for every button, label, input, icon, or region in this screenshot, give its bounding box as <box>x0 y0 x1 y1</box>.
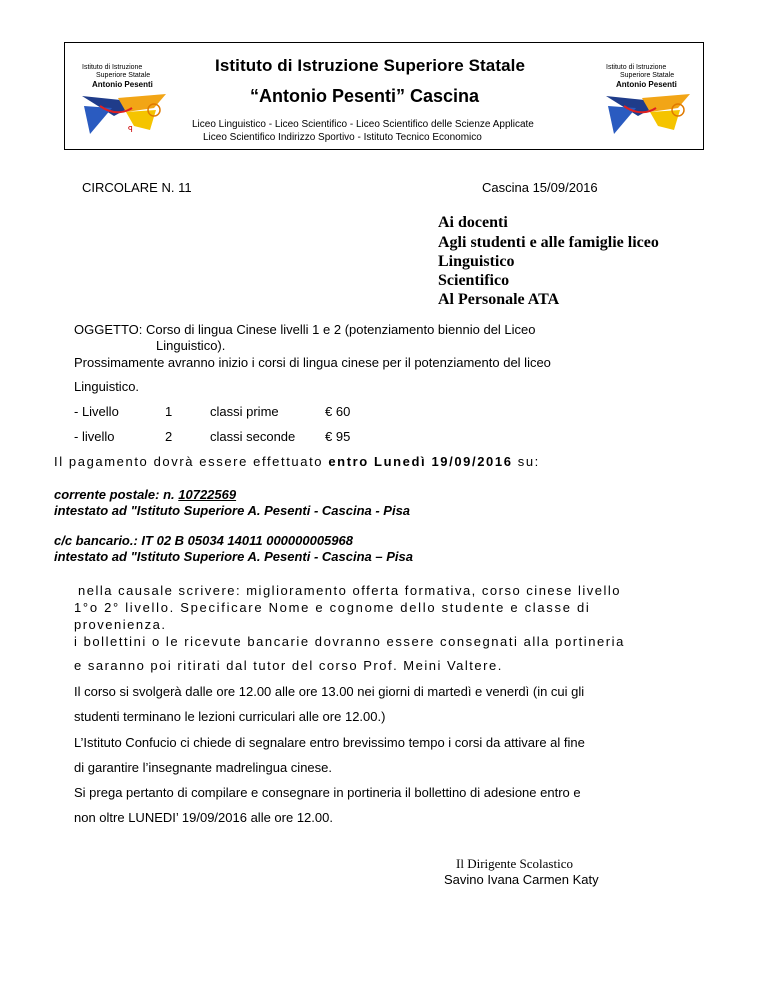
payment-deadline: entro Lunedì 19/09/2016 <box>328 454 513 469</box>
recipient-line: Agli studenti e alle famiglie liceo <box>438 234 659 251</box>
body-line: L’Istituto Confucio ci chiede di segnalare entro brevissimo tempo i corsi da attivare al fine <box>74 735 585 750</box>
subject-line2: Linguistico). <box>156 338 226 353</box>
causale-line: i bollettini o le ricevute bancarie dovranno essere consegnati alla portineria <box>74 634 625 649</box>
svg-text:ꟼ: ꟼ <box>128 125 133 134</box>
logo-name: Antonio Pesenti <box>92 80 153 89</box>
recipient-line: Al Personale ATA <box>438 291 560 308</box>
causale-line: e saranno poi ritirati dal tutor del corso Prof. Meini Valtere. <box>74 658 503 673</box>
causale-line: provenienza. <box>74 617 167 632</box>
school-name: “Antonio Pesenti” Cascina <box>250 86 480 106</box>
recipient-line: Scientifico <box>438 272 510 289</box>
logo-text-line2: Superiore Statale <box>96 72 151 79</box>
bank-account: c/c bancario.: IT 02 B 05034 14011 000000005968 <box>54 533 353 548</box>
payment-text-end: su: <box>512 454 540 469</box>
level-price: € 60 <box>325 404 351 419</box>
payment-text: Il pagamento dovrà essere effettuato <box>54 454 329 469</box>
level-price: € 95 <box>325 429 351 444</box>
level-classes: classi seconde <box>210 429 296 444</box>
level-label: - Livello <box>74 404 119 419</box>
signature-name: Savino Ivana Carmen Katy <box>444 872 599 887</box>
logo-graphic-icon <box>594 50 714 140</box>
school-logo-right <box>594 50 714 140</box>
circolare-number: CIRCOLARE N. 11 <box>82 180 192 195</box>
bank-account-holder: intestato ad "Istituto Superiore A. Pesenti - Cascina – Pisa <box>54 549 413 564</box>
level-number: 2 <box>165 429 173 444</box>
logo-graphic-icon <box>70 50 190 140</box>
postal-account-label: corrente postale: n. <box>54 487 179 502</box>
school-logo-left <box>70 50 190 140</box>
postal-account-number: 10722569 <box>178 487 237 502</box>
level-number: 1 <box>165 404 173 419</box>
level-classes: classi prime <box>210 404 279 419</box>
document-date: Cascina 15/09/2016 <box>482 180 598 195</box>
body-line: Si prega pertanto di compilare e consegnare in portineria il bollettino di adesione entro e <box>74 785 581 800</box>
logo-name: Antonio Pesenti <box>616 80 677 89</box>
causale-line: 1°o 2° livello. Specificare Nome e cognome dello studente e classe di <box>74 600 591 615</box>
signature-title: Il Dirigente Scolastico <box>456 856 573 871</box>
payment-instruction <box>54 454 540 469</box>
logo-text-line1: Istituto di Istruzione <box>82 64 143 71</box>
intro-line1: Prossimamente avranno inizio i corsi di lingua cinese per il potenziamento del liceo <box>74 355 551 370</box>
causale-line: nella causale scrivere: miglioramento offerta formativa, corso cinese livello <box>78 583 622 598</box>
body-line: non oltre LUNEDI’ 19/09/2016 alle ore 12.00. <box>74 810 333 825</box>
body-line: studenti terminano le lezioni curriculari alle ore 12.00.) <box>74 709 386 724</box>
logo-text-line1: Istituto di Istruzione <box>606 64 667 71</box>
logo-text-line2: Superiore Statale <box>620 72 675 79</box>
school-courses-line2: Liceo Scientifico Indirizzo Sportivo - Istituto Tecnico Economico <box>203 132 482 143</box>
body-line: Il corso si svolgerà dalle ore 12.00 alle ore 13.00 nei giorni di martedì e venerdì (in cui gli <box>74 684 585 699</box>
recipient-line: Ai docenti <box>438 214 508 231</box>
intro-line2: Linguistico. <box>74 379 140 394</box>
postal-account <box>54 487 236 502</box>
subject-line1: OGGETTO: Corso di lingua Cinese livelli 1 e 2 (potenziamento biennio del Liceo <box>74 322 536 337</box>
recipient-line: Linguistico <box>438 253 515 270</box>
level-label: - livello <box>74 429 115 444</box>
school-courses-line1: Liceo Linguistico - Liceo Scientifico - Liceo Scientifico delle Scienze Applicate <box>192 119 534 130</box>
postal-account-holder: intestato ad "Istituto Superiore A. Pesenti - Cascina - Pisa <box>54 503 411 518</box>
body-line: di garantire l’insegnante madrelingua cinese. <box>74 760 332 775</box>
school-title: Istituto di Istruzione Superiore Statale <box>215 56 526 75</box>
